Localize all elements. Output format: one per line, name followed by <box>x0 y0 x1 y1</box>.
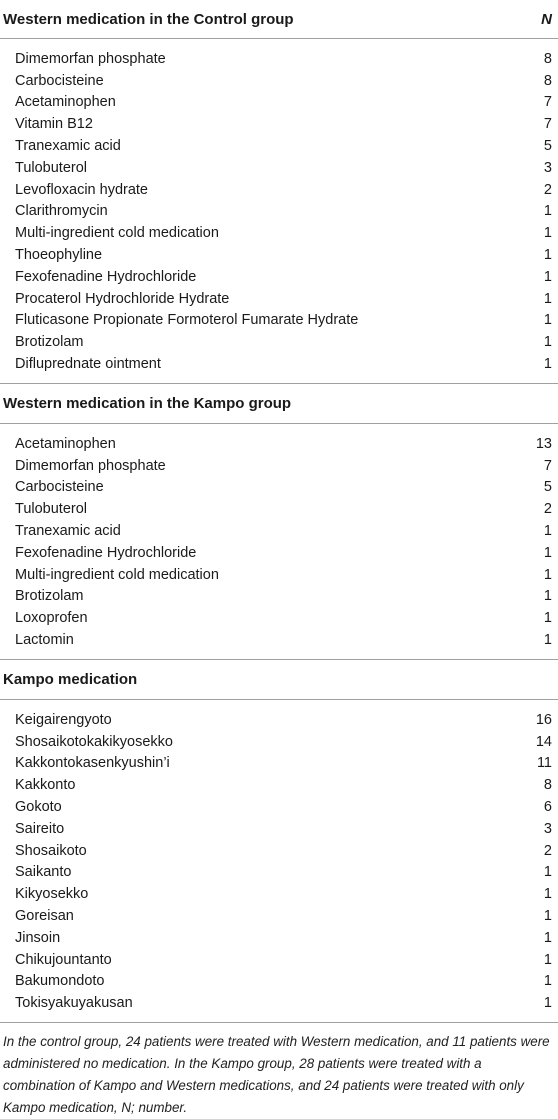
medication-name: Jinsoin <box>15 929 61 946</box>
patient-count: 1 <box>543 886 552 903</box>
medication-name: Brotizolam <box>15 588 84 605</box>
patient-count: 1 <box>543 995 552 1012</box>
patient-count: 1 <box>543 929 552 946</box>
table-row <box>0 992 558 1014</box>
patient-count: 2 <box>543 842 552 859</box>
table-row <box>0 477 558 499</box>
medication-name: Tulobuterol <box>15 159 88 176</box>
patient-count: 16 <box>535 711 552 728</box>
patient-count: 5 <box>543 138 552 155</box>
medication-name: Dimemorfan phosphate <box>15 50 166 67</box>
patient-count: 1 <box>543 566 552 583</box>
table-row <box>0 586 558 608</box>
patient-count: 1 <box>543 203 552 220</box>
medication-name: Lactomin <box>15 632 74 649</box>
medication-name: Acetaminophen <box>15 94 116 111</box>
patient-count: 3 <box>543 820 552 837</box>
medication-name: Bakumondoto <box>15 973 105 990</box>
n-column-header: N <box>541 10 552 28</box>
patient-count: 8 <box>543 72 552 89</box>
section-title: Western medication in the Kampo group <box>3 394 292 412</box>
section-title: Western medication in the Control group <box>3 10 294 28</box>
patient-count: 7 <box>543 457 552 474</box>
table-row <box>0 796 558 818</box>
table-row <box>0 113 558 135</box>
table-row <box>0 542 558 564</box>
patient-count: 1 <box>543 610 552 627</box>
table-row <box>0 92 558 114</box>
patient-count: 1 <box>543 268 552 285</box>
medication-name: Gokoto <box>15 799 62 815</box>
patient-count: 1 <box>543 864 552 881</box>
patient-count: 2 <box>543 181 552 198</box>
table-row <box>0 288 558 310</box>
medication-name: Saikanto <box>15 864 72 881</box>
patient-count: 8 <box>543 777 552 794</box>
patient-count: 1 <box>543 225 552 242</box>
medication-name: Clarithromycin <box>15 203 108 220</box>
patient-count: 7 <box>543 116 552 133</box>
medication-name: Tulobuterol <box>15 501 88 518</box>
patient-count: 3 <box>543 159 552 176</box>
medication-name: Saireito <box>15 820 65 837</box>
table-row <box>0 753 558 775</box>
table-row <box>0 970 558 992</box>
section-rows <box>0 700 558 1022</box>
medication-name: Fexofenadine Hydrochloride <box>15 268 197 285</box>
table-row <box>0 905 558 927</box>
medication-name: Acetaminophen <box>15 435 116 452</box>
medication-name: Kakkonto <box>15 777 76 794</box>
patient-count: 13 <box>535 435 552 452</box>
table-row <box>0 222 558 244</box>
patient-count: 1 <box>543 356 552 373</box>
medication-name: Multi-ingredient cold medication <box>15 225 219 242</box>
patient-count: 5 <box>543 479 552 496</box>
table-row <box>0 774 558 796</box>
table-row <box>0 927 558 949</box>
patient-count: 1 <box>543 907 552 924</box>
table-row <box>0 331 558 353</box>
section-header <box>0 0 558 39</box>
section-header <box>0 383 558 424</box>
medication-name: Difluprednate ointment <box>15 356 161 373</box>
section-rows <box>0 39 558 383</box>
patient-count: 1 <box>543 312 552 329</box>
section-rows <box>0 424 558 659</box>
patient-count: 1 <box>543 290 552 307</box>
patient-count: 1 <box>543 951 552 968</box>
table-row <box>0 433 558 455</box>
patient-count: 2 <box>543 501 552 518</box>
table-row <box>0 629 558 651</box>
medication-name: Carbocisteine <box>15 72 104 89</box>
medication-name: Tokisyakuyakusan <box>15 995 133 1012</box>
medication-name: Thoeophyline <box>15 247 103 264</box>
medication-name: Goreisan <box>15 907 74 924</box>
table-row <box>0 135 558 157</box>
table-row <box>0 266 558 288</box>
medication-name: Kakkontokasenkyushin’i <box>15 755 170 772</box>
medication-name: Tranexamic acid <box>15 138 121 155</box>
medication-name: Shosaikoto <box>15 842 87 859</box>
section-header <box>0 659 558 700</box>
patient-count: 14 <box>535 733 552 750</box>
table-row <box>0 818 558 840</box>
patient-count: 1 <box>543 334 552 351</box>
medication-name: Keigairengyoto <box>15 711 112 728</box>
medication-name: Kikyosekko <box>15 886 89 903</box>
table-row <box>0 244 558 266</box>
medication-name: Tranexamic acid <box>15 523 121 540</box>
medication-name: Loxoprofen <box>15 610 88 627</box>
medication-name: Multi-ingredient cold medication <box>15 566 219 583</box>
table-row <box>0 310 558 332</box>
table-row <box>0 840 558 862</box>
table-row <box>0 179 558 201</box>
medication-name: Fexofenadine Hydrochloride <box>15 544 197 561</box>
table-row <box>0 862 558 884</box>
table-footnote: In the control group, 24 patients were treated with Western medication, and 11 patients were administered no medication. In the Kampo group, 28 patients were treated with a combination of Kampo and Western medications, and 24 patients were treated with only Kampo medication, N; number. <box>0 1022 558 1119</box>
patient-count: 8 <box>543 50 552 67</box>
table-row <box>0 48 558 70</box>
table-row <box>0 607 558 629</box>
table-row <box>0 455 558 477</box>
medication-name: Procaterol Hydrochloride Hydrate <box>15 290 230 307</box>
table-row <box>0 564 558 586</box>
patient-count: 1 <box>543 588 552 605</box>
medication-name: Brotizolam <box>15 334 84 351</box>
table-row <box>0 353 558 375</box>
patient-count: 1 <box>543 973 552 990</box>
patient-count: 1 <box>543 544 552 561</box>
table-row <box>0 201 558 223</box>
medication-name: Levofloxacin hydrate <box>15 181 148 198</box>
patient-count: 6 <box>543 799 552 815</box>
table-row <box>0 883 558 905</box>
table-row <box>0 709 558 731</box>
patient-count: 1 <box>543 247 552 264</box>
table-row <box>0 731 558 753</box>
table-row <box>0 70 558 92</box>
table-row <box>0 157 558 179</box>
patient-count: 7 <box>543 94 552 111</box>
medication-name: Chikujountanto <box>15 951 112 968</box>
patient-count: 1 <box>543 632 552 649</box>
medication-name: Fluticasone Propionate Formoterol Fumarate Hydrate <box>15 312 359 329</box>
patient-count: 1 <box>543 523 552 540</box>
table-row <box>0 949 558 971</box>
patient-count: 11 <box>536 755 552 772</box>
medication-name: Dimemorfan phosphate <box>15 457 166 474</box>
medication-name: Vitamin B12 <box>15 116 93 133</box>
table-row <box>0 520 558 542</box>
section-title: Kampo medication <box>3 670 138 688</box>
medication-name: Shosaikotokakikyosekko <box>15 733 173 750</box>
table-row <box>0 498 558 520</box>
medication-name: Carbocisteine <box>15 479 104 496</box>
